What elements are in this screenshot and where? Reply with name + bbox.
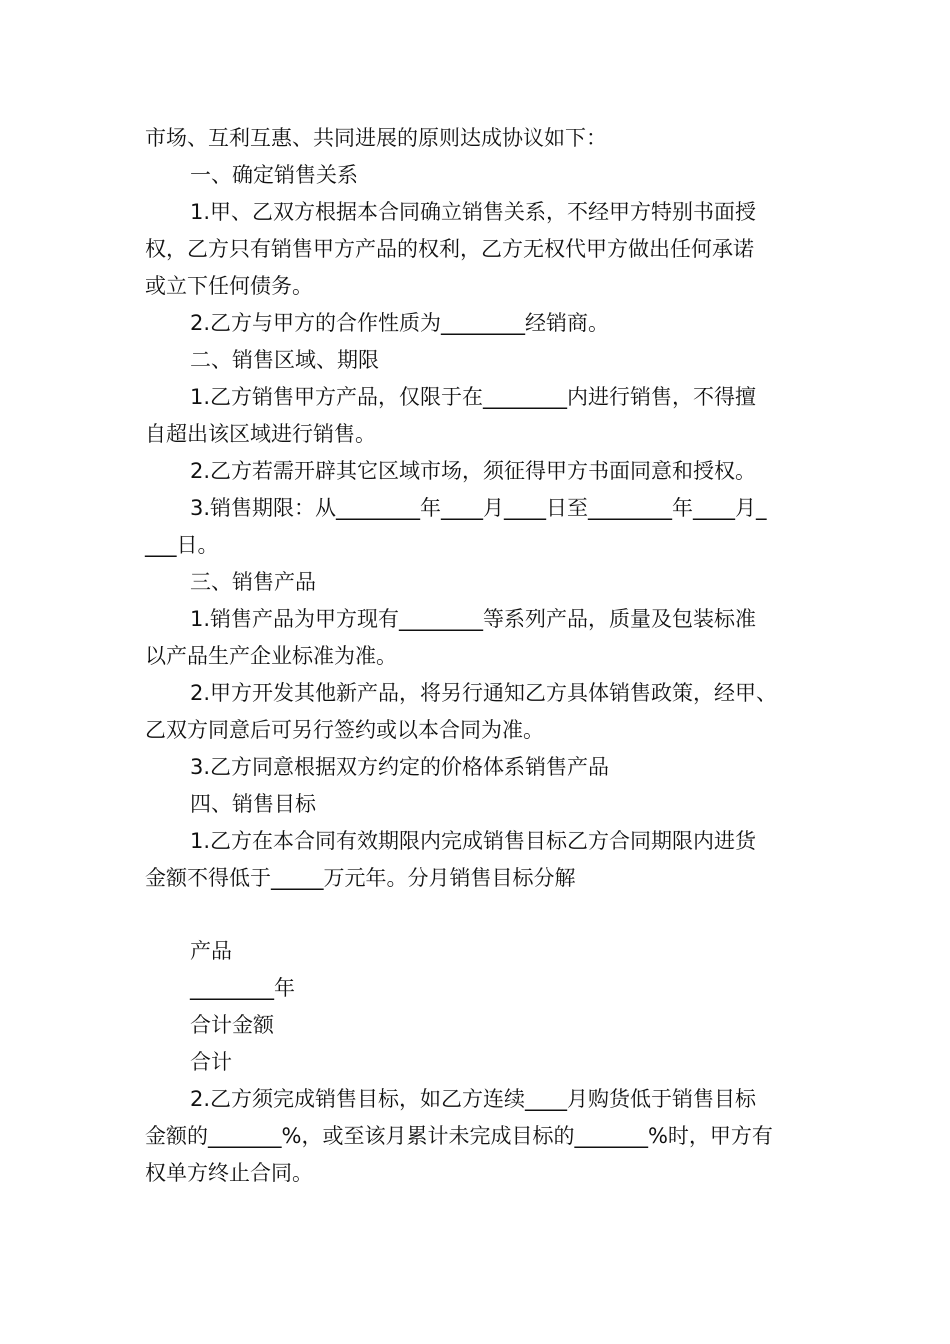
text-line: 或立下任何债务。 xyxy=(145,274,313,298)
text-line: 乙双方同意后可另行签约或以本合同为准。 xyxy=(145,718,544,742)
table-cell: 合计 xyxy=(190,1050,232,1074)
table-cell: 产品 xyxy=(190,939,232,963)
section-heading: 一、确定销售关系 xyxy=(190,163,358,187)
text-line: 2.乙方须完成销售目标，如乙方连续____月购货低于销售目标 xyxy=(190,1087,757,1111)
text-line: 1.甲、乙双方根据本合同确立销售关系，不经甲方特别书面授 xyxy=(190,200,757,224)
section-heading: 四、销售目标 xyxy=(190,792,316,816)
text-line: 金额不得低于_____万元年。分月销售目标分解 xyxy=(145,866,576,890)
text-line: 2.乙方若需开辟其它区域市场，须征得甲方书面同意和授权。 xyxy=(190,459,757,483)
text-line: 金额的_______%，或至该月累计未完成目标的_______%时，甲方有 xyxy=(145,1124,773,1148)
table-cell: ________年 xyxy=(190,976,295,1000)
text-line: ___日。 xyxy=(145,533,219,557)
text-line: 3.乙方同意根据双方约定的价格体系销售产品 xyxy=(190,755,610,779)
text-line: 1.销售产品为甲方现有________等系列产品，质量及包装标准 xyxy=(190,607,757,631)
section-heading: 二、销售区域、期限 xyxy=(190,348,379,372)
text-line: 自超出该区域进行销售。 xyxy=(145,422,376,446)
table-cell: 合计金额 xyxy=(190,1013,274,1037)
text-line: 权，乙方只有销售甲方产品的权利，乙方无权代甲方做出任何承诺 xyxy=(145,237,754,261)
text-line: 市场、互利互惠、共同进展的原则达成协议如下： xyxy=(145,126,607,150)
section-heading: 三、销售产品 xyxy=(190,570,316,594)
text-line: 以产品生产企业标准为准。 xyxy=(145,644,397,668)
text-line: 3.销售期限：从________年____月____日至________年____月_ xyxy=(190,496,767,520)
text-line: 权单方终止合同。 xyxy=(145,1161,313,1185)
text-line: 1.乙方销售甲方产品，仅限于在________内进行销售，不得擅 xyxy=(190,385,757,409)
text-line: 1.乙方在本合同有效期限内完成销售目标乙方合同期限内进货 xyxy=(190,829,757,853)
text-line: 2.甲方开发其他新产品，将另行通知乙方具体销售政策，经甲、 xyxy=(190,681,778,705)
text-line: 2.乙方与甲方的合作性质为________经销商。 xyxy=(190,311,610,335)
